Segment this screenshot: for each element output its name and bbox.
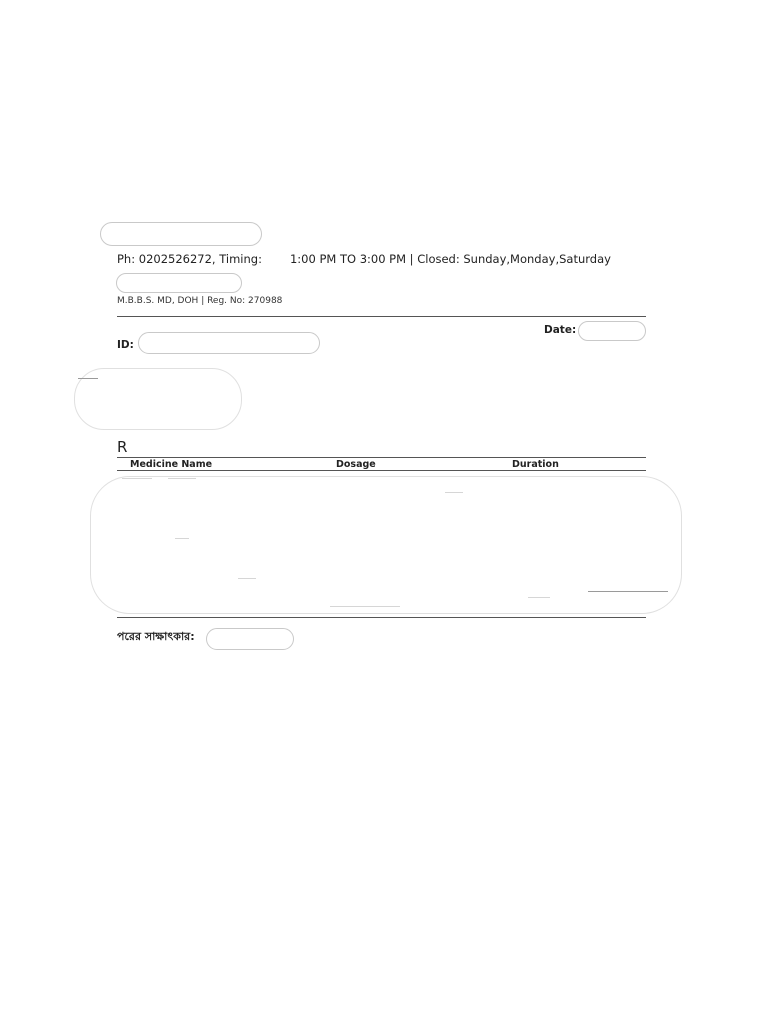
redaction-mark bbox=[528, 597, 550, 598]
qualification-line: M.B.B.S. MD, DOH | Reg. No: 270988 bbox=[117, 296, 283, 306]
patient-id-label: ID: bbox=[117, 339, 134, 351]
redaction-mark bbox=[175, 538, 189, 539]
timing-text: 1:00 PM TO 3:00 PM | Closed: Sunday,Monday,Saturday bbox=[289, 252, 611, 266]
redacted-date-value bbox=[578, 321, 646, 341]
phone-text: Ph: 0202526272, Timing: bbox=[117, 252, 262, 266]
date-label: Date: bbox=[544, 324, 577, 336]
table-bottom-rule bbox=[117, 617, 646, 618]
redacted-doctor-name bbox=[100, 222, 262, 246]
redacted-patient-details bbox=[74, 368, 242, 430]
table-header-top-rule bbox=[117, 457, 646, 458]
table-header-bottom-rule bbox=[117, 470, 646, 471]
header-divider bbox=[117, 316, 646, 317]
redaction-mark bbox=[78, 378, 98, 379]
redaction-mark bbox=[330, 606, 400, 607]
redacted-patient-id bbox=[138, 332, 320, 354]
redaction-mark bbox=[238, 578, 256, 579]
column-header-duration: Duration bbox=[512, 459, 559, 470]
rx-symbol: R bbox=[117, 438, 128, 456]
redaction-mark bbox=[588, 591, 668, 592]
contact-timing-line bbox=[117, 252, 611, 266]
redaction-mark bbox=[122, 478, 152, 479]
redacted-doctor-subtitle bbox=[116, 273, 242, 293]
redacted-next-visit-date bbox=[206, 628, 294, 650]
column-header-medicine: Medicine Name bbox=[130, 459, 213, 470]
column-header-dosage: Dosage bbox=[336, 459, 376, 470]
redaction-mark bbox=[445, 492, 463, 493]
redacted-medicine-list bbox=[90, 476, 682, 614]
redaction-mark bbox=[168, 478, 196, 479]
next-visit-label: পরের সাক্ষাৎকার: bbox=[117, 630, 195, 643]
